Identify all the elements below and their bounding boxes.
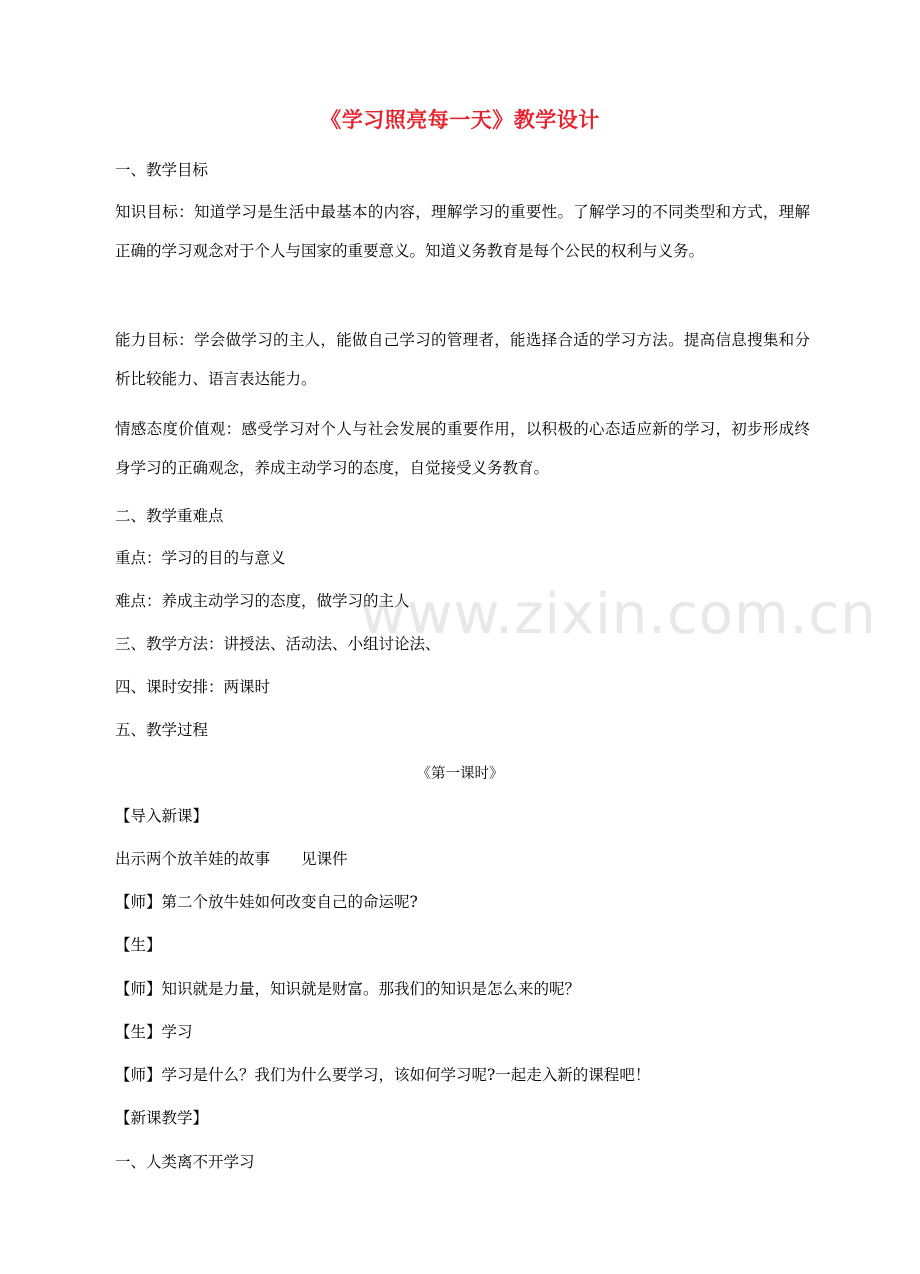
document-title: 《学习照亮每一天》教学设计 (320, 108, 600, 132)
part-one-heading: 一、人类离不开学习 (115, 1153, 255, 1171)
teacher-line-2: 【师】知识就是力量，知识就是财富。那我们的知识是怎么来的呢？ (115, 980, 581, 998)
lesson-one-heading: 《第一课时》 (416, 766, 504, 782)
section-schedule: 四、课时安排：两课时 (115, 678, 271, 696)
student-line-1: 【生】 (115, 936, 162, 954)
paragraph-ability-goal: 能力目标：学会做学习的主人，能做自己学习的管理者，能选择合适的学习方法。提高信息搜集和分析比较能力、语言表达能力。 (115, 331, 810, 388)
difficult-point: 难点：养成主动学习的态度，做学习的主人 (115, 592, 410, 610)
paragraph-knowledge-goal: 知识目标：知道学习是生活中最基本的内容，理解学习的重要性。了解学习的不同类型和方式，理解正确的学习观念对于个人与国家的重要意义。知道义务教育是每个公民的权利与义务。 (115, 203, 810, 260)
watermark-text: www.zixin.com.cn (360, 582, 877, 647)
teacher-line-3: 【师】学习是什么？我们为什么要学习，该如何学习呢?一起走入新的课程吧！ (115, 1066, 651, 1084)
intro-heading: 【导入新课】 (115, 807, 209, 825)
section-heading-goals: 一、教学目标 (115, 161, 209, 179)
paragraph-emotion-goal: 情感态度价值观：感受学习对个人与社会发展的重要作用，以积极的心态适应新的学习，初步形成终身学习的正确观念，养成主动学习的态度，自觉接受义务教育。 (115, 420, 810, 477)
section-teaching-methods: 三、教学方法：讲授法、活动法、小组讨论法、 (115, 635, 441, 653)
teacher-line-1: 【师】第二个放牛娃如何改变自己的命运呢? (115, 893, 418, 911)
section-heading-process: 五、教学过程 (115, 721, 209, 739)
intro-show-story: 出示两个放羊娃的故事 见课件 (115, 850, 348, 868)
key-point: 重点：学习的目的与意义 (115, 549, 286, 567)
student-line-2: 【生】学习 (115, 1023, 193, 1041)
section-heading-key-difficult: 二、教学重难点 (115, 507, 224, 525)
new-lesson-heading: 【新课教学】 (115, 1109, 209, 1127)
